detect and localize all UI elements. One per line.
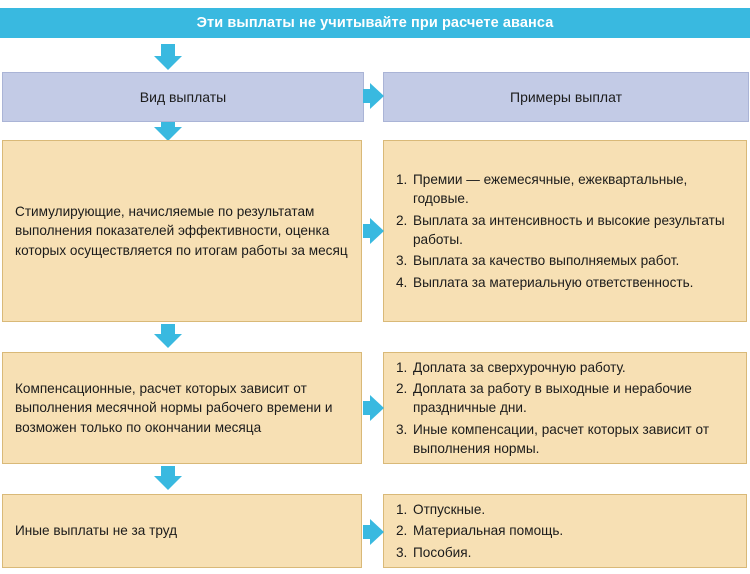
payment-type-text-2: Компенсационные, расчет которых зависит от выполнения месячной нормы рабочего времени и возможен только по окончании месяца (15, 381, 333, 435)
list-item (396, 500, 734, 519)
payment-examples-box-2 (383, 352, 747, 464)
list-item-number: 1. (396, 502, 408, 518)
arrow-row2-link-head-icon (370, 395, 384, 421)
column-header-left-label: Вид выплаты (139, 89, 227, 105)
list-item (396, 420, 734, 459)
list-item-number: 3. (396, 253, 408, 269)
arrow-header-link-head-icon (370, 83, 384, 109)
list-item-number: 3. (396, 544, 408, 560)
column-header-right-label: Примеры выплат (510, 89, 622, 105)
list-item-number: 2. (396, 212, 408, 228)
payment-examples-box-1 (383, 140, 747, 322)
list-item (396, 543, 734, 562)
list-item-number: 1. (396, 359, 408, 375)
payment-examples-list-2 (396, 358, 734, 458)
payment-type-text-3: Иные выплаты не за труд (15, 523, 178, 539)
list-item (396, 211, 734, 250)
list-item (396, 358, 734, 377)
list-item-text: Выплата за материальную ответственность. (413, 274, 694, 290)
payment-type-box-2 (2, 352, 362, 464)
payment-examples-list-3 (396, 500, 734, 562)
list-item-number: 2. (396, 381, 408, 397)
list-item-text: Выплата за интенсивность и высокие результаты работы. (413, 212, 725, 247)
list-item-number: 2. (396, 523, 408, 539)
list-item-text: Премии — ежемесячные, ежеквартальные, годовые. (413, 172, 688, 207)
list-item-text: Иные компенсации, расчет которых зависит от выполнения нормы. (413, 421, 710, 456)
payment-type-box-3 (2, 494, 362, 568)
list-item-text: Доплата за работу в выходные и нерабочие праздничные дни. (413, 381, 692, 416)
list-item-text: Пособия. (413, 544, 472, 560)
arrow-title-to-header-head-icon (154, 56, 182, 70)
list-item-text: Выплата за качество выполняемых работ. (413, 253, 680, 269)
list-item-number: 3. (396, 421, 408, 437)
list-item-text: Доплата за сверхурочную работу. (413, 359, 626, 375)
arrow-row1-to-row2-head-icon (154, 334, 182, 348)
column-header-right (383, 72, 749, 122)
list-item (396, 379, 734, 418)
list-item-number: 1. (396, 172, 408, 188)
payment-type-box-1 (2, 140, 362, 322)
list-item-number: 4. (396, 274, 408, 290)
list-item (396, 251, 734, 270)
list-item-text: Материальная помощь. (413, 523, 564, 539)
payment-type-text-1: Стимулирующие, начисляемые по результатам выполнения показателей эффективности, оценка которых осуществляется по итогам работы за месяц (15, 204, 348, 258)
list-item-text: Отпускные. (413, 502, 486, 518)
list-item (396, 170, 734, 209)
list-item (396, 273, 734, 292)
payment-examples-list-1 (396, 170, 734, 292)
arrow-row2-to-row3-head-icon (154, 476, 182, 490)
column-header-left (2, 72, 364, 122)
arrow-header-to-row1-head-icon (154, 127, 182, 141)
list-item (396, 521, 734, 540)
arrow-row1-link-head-icon (370, 218, 384, 244)
diagram-title: Эти выплаты не учитывайте при расчете аванса (0, 8, 750, 38)
arrow-row3-link-head-icon (370, 519, 384, 545)
payment-examples-box-3 (383, 494, 747, 568)
